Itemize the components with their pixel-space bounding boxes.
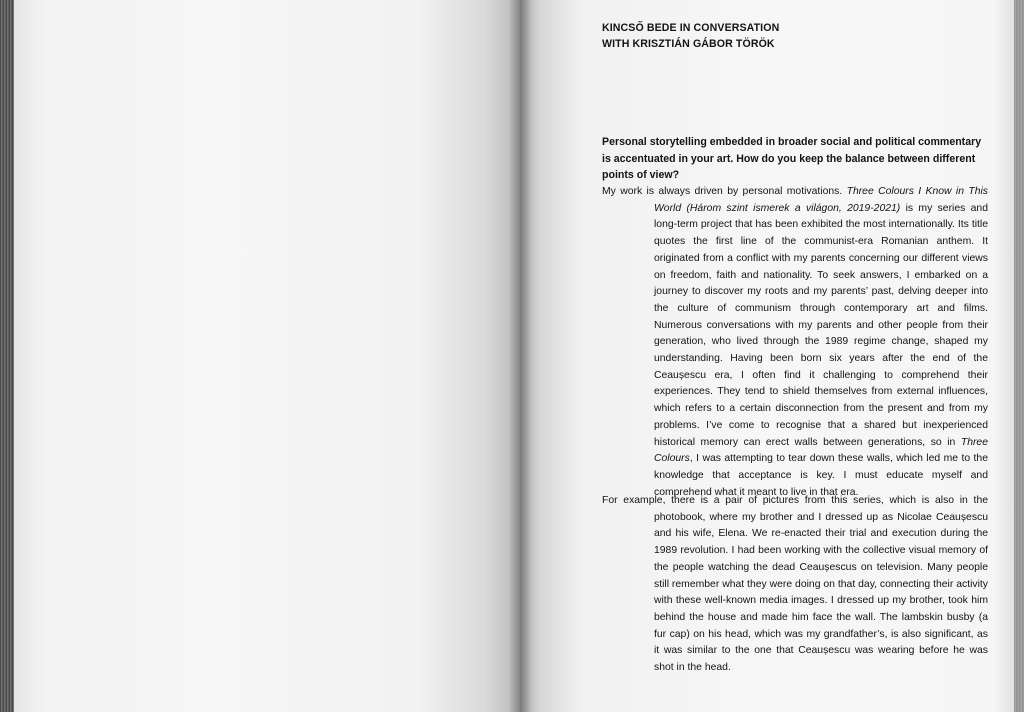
heading-line-2: WITH KRISZTIÁN GÁBOR TÖRÖK bbox=[602, 38, 775, 50]
paragraph1-start: My work is always driven by personal motivations. bbox=[602, 186, 847, 197]
series-title-short: Three Colours bbox=[654, 436, 988, 465]
paragraph1-end: , I was attempting to tear down these walls, which led me to the knowledge that acceptance is key. I must educate myself and comprehend what it meant to live in that era. bbox=[654, 453, 988, 498]
heading-line-1: KINCSŐ BEDE IN CONVERSATION bbox=[602, 22, 780, 34]
interview-question: Personal storytelling embedded in broader social and political commentary is accentuated in your art. How do you keep the balance between different points of view? bbox=[602, 136, 982, 182]
paragraph1-middle: is my series and long-term project that has been exhibited the most internationally. Its title quotes the first line of the communist-era Romanian anthem. It originated from a conflict with my parents concerning our different views on freedom, faith and nationality. To seek answers, I embarked on a journey to discover my roots and my parents’ past, delving deeper into the culture of communism through contemporary art and films. Numerous conversations with my parents and other people from their generation, who lived through the 1989 regime change, shaped my understanding. Having been born six years after the end of the Ceaușescu era, I often find it challenging to comprehend their experiences. They tend to shield themselves from external influences, which refers to a certain disconnection from the present and from my problems. I’ve come to recognise that a shared but inexperienced historical memory can erect walls between generations, so in bbox=[654, 202, 988, 448]
book-gutter bbox=[508, 0, 532, 712]
answer-paragraph-2: For example, there is a pair of pictures from this series, which is also in the photobook, where my brother and I dressed up as Nicolae Ceaușescu and his wife, Elena. We re-enacted their trial and execution during the 1989 revolution. I had been working with the collective visual memory of the people watching the dead Ceaușescus on television. Many people still remember what they were doing on that day, connecting their activity with these well-known media images. I dressed up my brother, took him behind the house and made him face the wall. The lambskin busby (a fur cap) on his head, which was my grandfather’s, is also significant, as it was similar to the one that Ceaușescu was wearing before he was shot in the head. bbox=[602, 495, 988, 674]
answer-paragraph-1 bbox=[602, 184, 988, 501]
series-title: Three Colours I Know in This World (Három szint ismerek a világon, 2019-2021) bbox=[654, 186, 988, 214]
article-heading bbox=[602, 20, 922, 52]
page-edges-right bbox=[1014, 0, 1024, 712]
left-page-blank bbox=[14, 0, 520, 712]
